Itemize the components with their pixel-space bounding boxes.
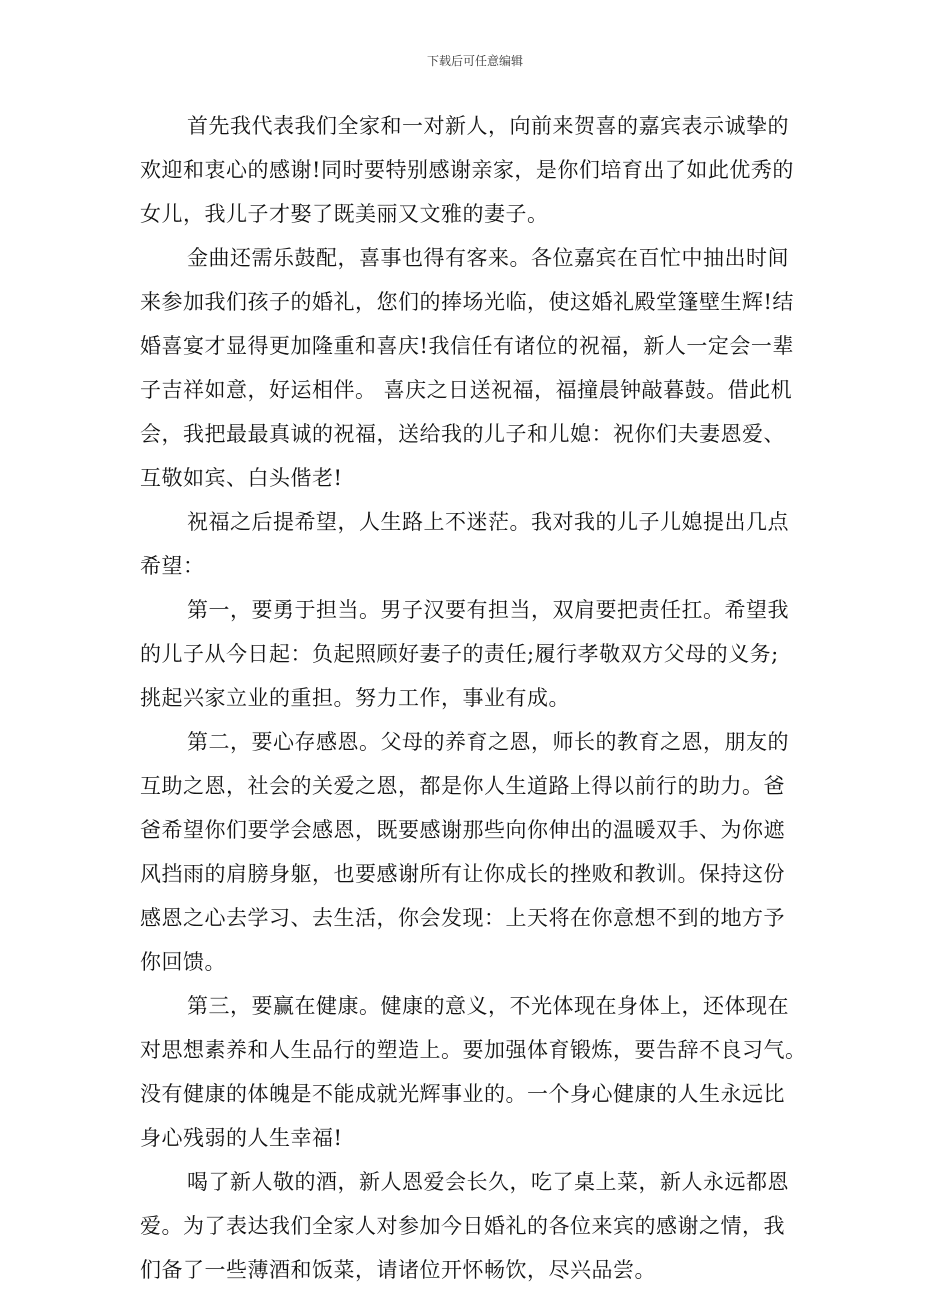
text-line: 感恩之心去学习、去生活，你会发现：上天将在你意想不到的地方予 [140, 906, 785, 930]
text-line: 你回馈。 [140, 950, 226, 974]
paragraph-second-hope [140, 720, 810, 984]
text-line: 女儿，我儿子才娶了既美丽又文雅的妻子。 [140, 202, 549, 226]
text-line: 来参加我们孩子的婚礼，您们的捧场光临，使这婚礼殿堂篷壁生辉!结 [140, 290, 794, 314]
text-line: 的儿子从今日起：负起照顾好妻子的责任;履行孝敬双方父母的义务; [140, 642, 779, 666]
text-line: 互助之恩，社会的关爱之恩，都是你人生道路上得以前行的助力。爸 [140, 774, 785, 798]
text-line: 对思想素养和人生品行的塑造上。要加强体育锻炼，要告辞不良习气。 [140, 1038, 807, 1062]
text-line: 婚喜宴才显得更加隆重和喜庆!我信任有诸位的祝福，新人一定会一辈 [140, 334, 794, 358]
text-line: 子吉祥如意，好运相伴。 喜庆之日送祝福，福撞晨钟敲暮鼓。借此机 [140, 378, 793, 402]
text-line: 爱。为了表达我们全家人对参加今日婚礼的各位来宾的感谢之情，我 [140, 1214, 785, 1238]
paragraph-blessing [140, 236, 810, 500]
text-line: 第二，要心存感恩。父母的养育之恩，师长的教育之恩，朋友的 [187, 730, 789, 754]
paragraph-closing [140, 1160, 810, 1292]
text-line: 喝了新人敬的酒，新人恩爱会长久，吃了桌上菜，新人永远都恩 [187, 1170, 789, 1194]
text-line: 首先我代表我们全家和一对新人，向前来贺喜的嘉宾表示诚挚的 [187, 114, 789, 138]
text-line: 金曲还需乐鼓配，喜事也得有客来。各位嘉宾在百忙中抽出时间 [187, 246, 789, 270]
text-line: 风挡雨的肩膀身躯，也要感谢所有让你成长的挫败和教训。保持这份 [140, 862, 785, 886]
text-line: 希望： [140, 554, 205, 578]
text-line: 爸希望你们要学会感恩，既要感谢那些向你伸出的温暖双手、为你遮 [140, 818, 785, 842]
text-line: 挑起兴家立业的重担。努力工作，事业有成。 [140, 686, 570, 710]
text-line: 第三，要赢在健康。健康的意义，不光体现在身体上，还体现在 [187, 994, 789, 1018]
text-line: 互敬如宾、白头偕老! [140, 466, 343, 490]
text-line: 们备了一些薄酒和饭菜，请诸位开怀畅饮，尽兴品尝。 [140, 1258, 656, 1282]
paragraph-hopes-intro [140, 500, 810, 588]
paragraph-third-hope [140, 984, 810, 1160]
page-header: 下载后可任意编辑 [426, 54, 523, 68]
text-line: 祝福之后提希望，人生路上不迷茫。我对我的儿子儿媳提出几点 [187, 510, 789, 534]
text-line: 欢迎和衷心的感谢!同时要特别感谢亲家，是你们培育出了如此优秀的 [140, 158, 794, 182]
paragraph-first-hope [140, 588, 810, 720]
paragraph-welcome [140, 104, 810, 236]
text-line: 会，我把最最真诚的祝福，送给我的儿子和儿媳：祝你们夫妻恩爱、 [140, 422, 785, 446]
text-line: 身心残弱的人生幸福! [140, 1126, 343, 1150]
text-line: 没有健康的体魄是不能成就光辉事业的。一个身心健康的人生永远比 [140, 1082, 785, 1106]
document-body [140, 104, 810, 1292]
text-line: 第一，要勇于担当。男子汉要有担当，双肩要把责任扛。希望我 [187, 598, 789, 622]
